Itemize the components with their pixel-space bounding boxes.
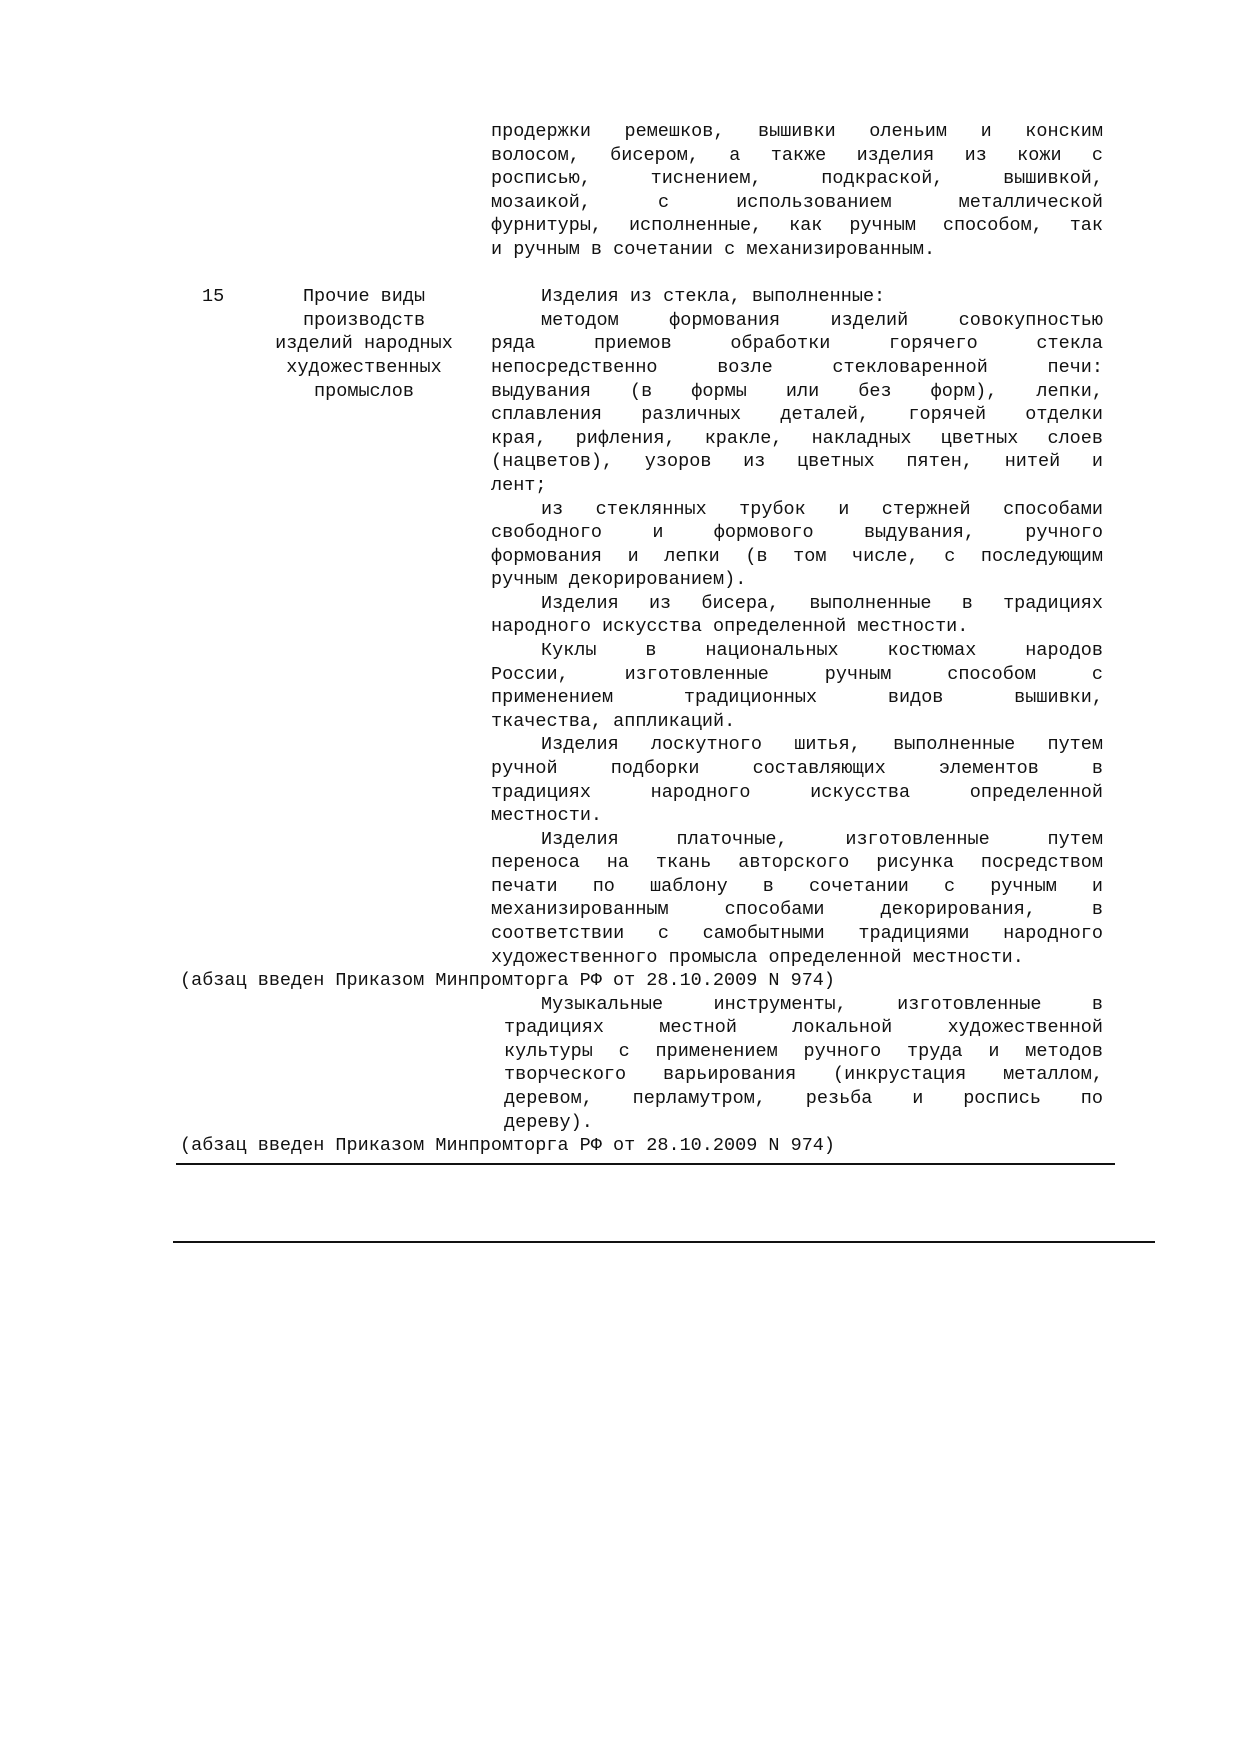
description-line: Изделия платочные, изготовленные путем bbox=[541, 829, 1103, 850]
row-name-line: производств bbox=[302, 310, 426, 331]
description-line: Куклы в национальных костюмах народов bbox=[541, 640, 1103, 661]
description-line: ручной подборки составляющих элементов в bbox=[491, 758, 1103, 779]
description-line: края, рифления, кракле, накладных цветных слоев bbox=[491, 428, 1103, 449]
continuation-line: и ручным в сочетании с механизированным. bbox=[491, 239, 936, 260]
continuation-line: продержки ремешков, вышивки оленьим и конским bbox=[491, 121, 1103, 142]
description-line: из стеклянных трубок и стержней способами bbox=[541, 499, 1103, 520]
continuation-line: волосом, бисером, а также изделия из кожи с bbox=[491, 145, 1103, 166]
description-line: (нацветов), узоров из цветных пятен, нитей и bbox=[491, 451, 1103, 472]
music-line: дереву). bbox=[504, 1112, 593, 1133]
music-line: Музыкальные инструменты, изготовленные в bbox=[541, 994, 1103, 1015]
description-line: механизированным способами декорирования, в bbox=[491, 899, 1103, 920]
description-line: Изделия из бисера, выполненные в традициях bbox=[541, 593, 1103, 614]
music-line: творческого варьирования (инкрустация металлом, bbox=[504, 1064, 1103, 1085]
description-line: соответствии с самобытными традициями народного bbox=[491, 923, 1103, 944]
description-line: лент; bbox=[491, 475, 547, 496]
row-number: 15 bbox=[202, 286, 225, 307]
description-line: Изделия лоскутного шитья, выполненные путем bbox=[541, 734, 1103, 755]
continuation-line: мозаикой, с использованием металлической bbox=[491, 192, 1103, 213]
description-line: ручным декорированием). bbox=[491, 569, 747, 590]
description-line: местности. bbox=[491, 805, 603, 826]
description-line: печати по шаблону в сочетании с ручным и bbox=[491, 876, 1103, 897]
amendment-note: (абзац введен Приказом Минпромторга РФ от 28.10.2009 N 974) bbox=[180, 970, 836, 991]
description-line: непосредственно возле стекловаренной печи: bbox=[491, 357, 1103, 378]
music-line: деревом, перламутром, резьба и роспись по bbox=[504, 1088, 1103, 1109]
table-bottom-rule bbox=[176, 1163, 1115, 1165]
row-name-line: Прочие виды bbox=[302, 286, 426, 307]
description-line: выдувания (в формы или без форм), лепки, bbox=[491, 381, 1103, 402]
description-line: методом формования изделий совокупностью bbox=[541, 310, 1103, 331]
continuation-line: фурнитуры, исполненные, как ручным способом, так bbox=[491, 215, 1103, 236]
description-line: свободного и формового выдувания, ручного bbox=[491, 522, 1103, 543]
description-line: Изделия из стекла, выполненные: bbox=[541, 286, 886, 307]
description-line: сплавления различных деталей, горячей отделки bbox=[491, 404, 1103, 425]
row-name-line: промыслов bbox=[314, 381, 414, 402]
description-line: переноса на ткань авторского рисунка посредством bbox=[491, 852, 1103, 873]
description-line: ткачества, аппликаций. bbox=[491, 711, 736, 732]
row-name-line: изделий народных bbox=[275, 333, 453, 354]
description-line: России, изготовленные ручным способом с bbox=[491, 664, 1103, 685]
description-line: традициях народного искусства определенной bbox=[491, 782, 1103, 803]
description-line: ряда приемов обработки горячего стекла bbox=[491, 333, 1103, 354]
row-name-line: художественных bbox=[286, 357, 442, 378]
page-divider bbox=[173, 1241, 1155, 1243]
description-line: художественного промысла определенной местности. bbox=[491, 947, 1024, 968]
description-line: народного искусства определенной местности. bbox=[491, 616, 969, 637]
continuation-line: росписью, тиснением, подкраской, вышивкой, bbox=[491, 168, 1103, 189]
description-line: применением традиционных видов вышивки, bbox=[491, 687, 1103, 708]
description-line: формования и лепки (в том числе, с последующим bbox=[491, 546, 1103, 567]
amendment-note: (абзац введен Приказом Минпромторга РФ от 28.10.2009 N 974) bbox=[180, 1135, 836, 1156]
music-line: традициях местной локальной художественной bbox=[504, 1017, 1103, 1038]
music-line: культуры с применением ручного труда и методов bbox=[504, 1041, 1103, 1062]
